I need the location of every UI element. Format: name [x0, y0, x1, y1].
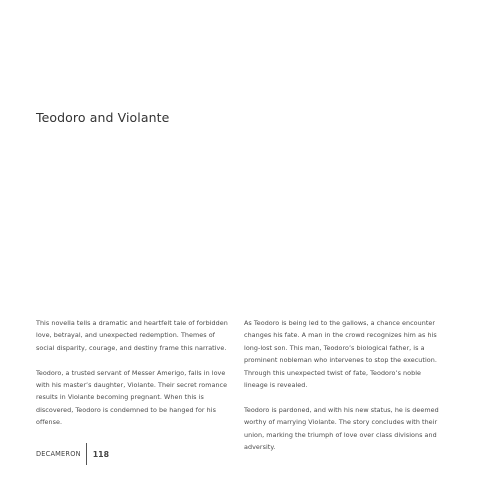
page-title: Teodoro and Violante	[36, 110, 170, 125]
left-column	[36, 317, 230, 441]
body-paragraph: As Teodoro is being led to the gallows, a chance encounter changes his fate. A man in the crowd recognizes him as his long-lost son. This man, Teodoro’s biological father, is a prominent nobleman who intervenes to stop the execution. Through this unexpected twist of fate, Teodoro’s noble lineage is revealed.	[244, 319, 437, 390]
running-head: DECAMERON	[36, 450, 81, 458]
footer-divider	[86, 443, 87, 465]
page-number: 118	[92, 449, 109, 459]
body-paragraph: Teodoro, a trusted servant of Messer Amerigo, falls in love with his master’s daughter, Violante. Their secret romance results in Violante becoming pregnant. When this is discovered, Teodoro is condemned to be hanged for his offense.	[36, 368, 228, 427]
right-column	[244, 317, 444, 466]
body-paragraph: This novella tells a dramatic and heartfelt tale of forbidden love, betrayal, and unexpected redemption. Themes of social disparity, courage, and destiny frame this narrative.	[36, 319, 228, 352]
page-footer	[36, 444, 109, 464]
body-paragraph: Teodoro is pardoned, and with his new status, he is deemed worthy of marrying Violante. The story concludes with their union, marking the triumph of love over class divisions and adversity.	[244, 405, 439, 452]
